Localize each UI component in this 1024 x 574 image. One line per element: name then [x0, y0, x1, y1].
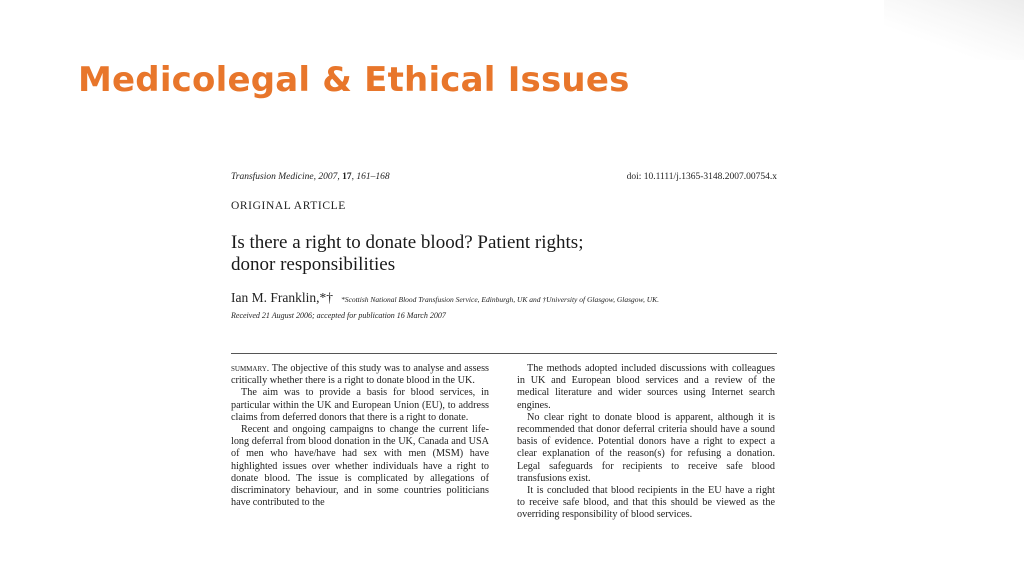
article-title: [231, 232, 777, 276]
summary-column-left: [231, 363, 489, 509]
summary-paragraph: [231, 363, 489, 387]
author-line: [231, 289, 659, 307]
journal-citation: [231, 172, 390, 182]
article-title-line-1: Is there a right to donate blood? Patient rights;: [231, 232, 584, 253]
journal-pages: , 161–168: [351, 172, 390, 182]
article-title-line-2: donor responsibilities: [231, 254, 396, 275]
divider: [231, 353, 777, 354]
summary-text: The objective of this study was to analyse and assess critically whether there is a right to donate blood in the UK.: [231, 363, 489, 387]
summary-paragraph: Recent and ongoing campaigns to change the current life-long deferral from blood donation in the UK, Canada and USA of men who have/have had sex with men (MSM) have highlighted issues over whether individuals have a right to donate blood. The issue is complicated by allegations of discriminatory behaviour, and in some countries politicians have contributed to the: [231, 424, 489, 509]
corner-shade: [884, 0, 1024, 60]
paper-excerpt: [231, 172, 777, 552]
author-name: Ian M. Franklin,*†: [231, 290, 333, 305]
journal-year: , 2007,: [313, 172, 343, 182]
slide-title: Medicolegal & Ethical Issues: [78, 60, 630, 100]
journal-volume: 17: [342, 172, 352, 182]
summary-paragraph: No clear right to donate blood is apparent, although it is recommended that donor deferral criteria should have a sound basis of evidence. Potential donors have a right to expect a clear explanation of the reason(s) for refusing a donation. Legal safeguards for recipients to receive safe blood transfusions exist.: [517, 411, 775, 484]
doi: doi: 10.1111/j.1365-3148.2007.00754.x: [626, 172, 777, 182]
summary-paragraph: It is concluded that blood recipients in the EU have a right to receive safe blood, and that this should be viewed as the overriding responsibility of blood services.: [517, 485, 775, 521]
received-date: Received 21 August 2006; accepted for publication 16 March 2007: [231, 311, 446, 320]
journal-name: Transfusion Medicine: [231, 172, 314, 182]
summary-label: summary.: [231, 364, 270, 374]
summary-column-right: [517, 363, 775, 522]
summary-paragraph: The aim was to provide a basis for blood services, in particular within the UK and European Union (EU), to address claims from deferred donors that there is a right to donate.: [231, 387, 489, 423]
summary-paragraph: The methods adopted included discussions with colleagues in UK and European blood services and a review of the medical literature and wider sources using Internet search engines.: [517, 363, 775, 411]
author-affiliation: *Scottish National Blood Transfusion Service, Edinburgh, UK and †University of Glasgow, Glasgow, UK.: [341, 295, 659, 304]
article-type: ORIGINAL ARTICLE: [231, 200, 346, 212]
